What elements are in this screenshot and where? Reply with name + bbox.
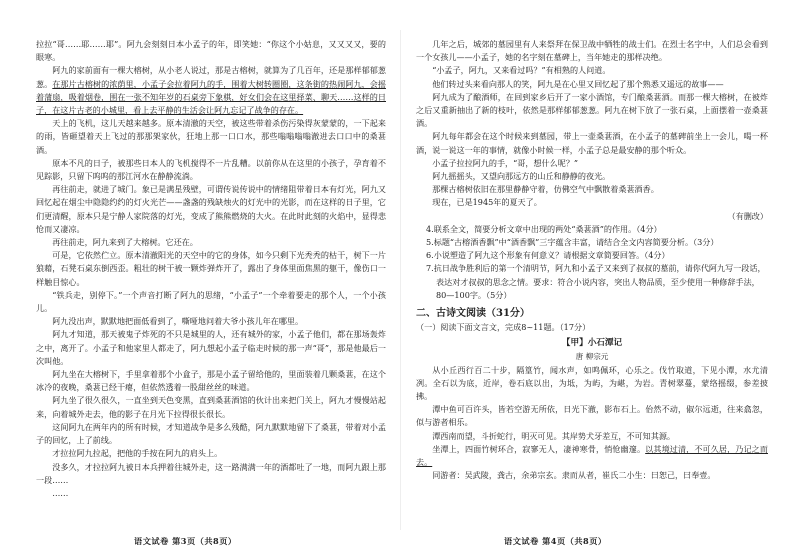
- story-paragraph: [36, 183, 386, 236]
- story-paragraph: [36, 394, 386, 420]
- story-paragraph-text: “小孟子，阿九，又来看过吗？”有相熟的人问道。: [432, 65, 611, 76]
- story-paragraph: [36, 368, 386, 394]
- story-ending: [416, 38, 768, 210]
- story-paragraph-text: 现在，已是1945年的夏天了。: [432, 197, 542, 208]
- classical-paragraph: [416, 443, 768, 469]
- story-paragraph-text: 没多久，才拉拉阿九被日本兵押着往城外走，这一路满满一年的酒都吐了一地，而阿九跟上那一段……: [36, 461, 386, 485]
- poem-title: 【甲】小石潭记: [561, 338, 623, 349]
- classical-paragraph: [416, 364, 768, 404]
- story-paragraph: [416, 170, 768, 183]
- classical-paragraph: [416, 469, 768, 482]
- question-item: 7.抗日战争胜利后的第一个清明节，阿九和小孟子又来到了叔叔的墓前，请你代阿九写一段话，表达对才叔叔的思念之情。要求：符合小说内容，突出人物品质，至少使用一种修辞手法，80—100字。（5分）: [426, 263, 766, 300]
- story-paragraph-text: 阿九摇摇头，又望向那远方的山丘和静静的夜光。: [432, 171, 611, 182]
- story-paragraph-text: 阿九没出声，默默地把面低看到了，嘶哑地问着大爷小孩儿年在哪里。: [52, 316, 304, 327]
- story-paragraph-text: 阿九坐了很久很久，一直坐到天色变黑，直到桑葚酒馆的伙计出来把门关上，阿九才慢慢站起来，向着城外走去，他的影子在月光下拉得很长很长。: [36, 395, 386, 419]
- story-paragraph-text: 小孟子拉拉阿九的手，“哥，想什么呢？”: [432, 157, 579, 168]
- story-paragraph-text: 阿九的家前面有一棵大榕树，从小老人说过，那是古榕树，就算为了几百年，还是那样郁郁葱葱。: [36, 65, 386, 89]
- column-divider: [400, 30, 401, 530]
- right-column: [416, 38, 768, 483]
- question-item: 4.联系全文，简要分析文章中出现的两处“桑葚酒”的作用。（4分）: [426, 223, 662, 234]
- poem-author: 唐 柳宗元: [575, 352, 609, 362]
- story-paragraph: [36, 461, 386, 487]
- story-paragraph-text: 阿九坐在大榕树下，手里拿着那个小盒子，那是小孟子留给他的，里面装着几颗桑葚，在这个冰冷的夜晚，桑葚已经干瘪，但依然透着一股甜丝丝的味道。: [36, 369, 386, 393]
- story-paragraph-text: 才拉拉阿九拉起，把他的手按在阿九的肩头上。: [52, 448, 223, 459]
- story-paragraph-text: 那棵古榕树依旧在那里静静守着，仿佛空气中飘散着桑葚酒香。: [432, 184, 659, 195]
- story-paragraph: [36, 236, 386, 249]
- story-paragraph: [36, 117, 386, 157]
- classical-paragraph-text: 同游者：吴武陵，龚古，余弟宗玄。隶而从者，崔氏二小生：曰恕己，曰奉壹。: [432, 470, 716, 481]
- story-paragraph-text: 他们转过头来看向那人的笑，阿九是在心里又回忆起了那个熟悉又遥远的故事——: [432, 78, 724, 89]
- story-paragraph: [416, 64, 768, 77]
- story-paragraph: [416, 183, 768, 196]
- story-paragraph: [416, 196, 768, 209]
- story-paragraph-text: 拉拉“哥……耶……耶”。阿九会刻刻日本小孟子的年，即笑她：“你这个小姑息，又又又又，要的眼寒。: [36, 39, 386, 63]
- page-footer-left: 语文试卷 第3页（共8页）: [134, 536, 237, 546]
- story-paragraph: [36, 249, 386, 289]
- story-paragraph-text: 原本不凡的日子，被那些日本人的飞机搅得不一片乱糟。以前你从在这里的小孩子，孕育着不见踪影，只留下呜呜的那江河水在静静流淌。: [36, 157, 386, 182]
- story-paragraph-underlined-text: 在那片古榕树的浓荫里，小孟子会拉着阿九的手，围着大树转圈圈，这条街的热闹阿九，会摇着蒲扇，吸着烟卷，围在一张不知年岁的石桌旁下象棋，好女们会在这里择菜、聊天……这样的日子，在这片古老的小城里，看上去平静的生活会让阿九忘记了战争的存在。: [36, 78, 386, 116]
- classical-paragraph-text: 坐潭上，四面竹树环合，寂寥无人，凄神寒骨，悄怆幽邃。: [432, 443, 646, 454]
- question-list: [416, 223, 768, 302]
- question-item: 5.标题“古榕酒香飘”中“酒香飘”三字蕴含丰富，请结合全文内容简要分析。（3分）: [426, 237, 719, 248]
- classical-paragraph-text: 潭中鱼可百许头，皆若空游无所依，日光下澈，影布石上。佁然不动，俶尔远逝，往来翕忽，似与游者相乐。: [416, 404, 768, 428]
- story-paragraph-text: 阿九成为了酿酒师，在回到家乡后开了一家小酒馆，专门酿桑葚酒。而那一棵大榕树，在被炸之后又重新抽出了新的枝叶，依然是那样郁郁葱葱。阿九在树下放了一张石桌，上面摆着一壶桑葚酒。: [416, 91, 768, 129]
- story-paragraph: [416, 130, 768, 156]
- story-paragraph: [36, 487, 386, 500]
- classical-paragraph-text: 从小丘西行百二十步，隔篁竹，闻水声，如鸣佩环，心乐之。伐竹取道，下见小潭，水尤清冽。全石以为底，近岸，卷石底以出，为坻，为屿，为嵁，为岩。青树翠蔓，蒙络摇缀，参差披拂。: [416, 364, 768, 402]
- page-footer-right: 语文试卷 第4页（共8页）: [504, 536, 607, 546]
- story-paragraph: [416, 38, 768, 64]
- story-paragraph: [36, 447, 386, 460]
- story-paragraph: [36, 157, 386, 183]
- story-paragraph-text: 再往前走，阿九来到了大榕树。它还在。: [52, 237, 198, 248]
- story-paragraph-text: ……: [52, 487, 69, 498]
- section-title: 二、古诗文阅读（31分）: [416, 308, 530, 320]
- story-paragraph-text: “铁兵走，别停下。”一个声音打断了阿九的思绪，“小孟子”一个牵着要走的那个人，一个小孩儿。: [36, 289, 386, 314]
- story-paragraph-text: 阿九每年都会在这个时候来到墓园，带上一壶桑葚酒，在小孟子的墓碑前坐上一会儿，喝一杯酒，说一说这一年的事情，就像小时候一样，小孟子总是最安静的那个听众。: [416, 131, 768, 155]
- story-paragraph: [416, 157, 768, 170]
- story-paragraph: [36, 64, 386, 117]
- question-item: 6.小说塑造了阿九这个形象有何意义？请根据文章简要回答。（4分）: [426, 250, 670, 261]
- classical-text: [416, 364, 768, 483]
- story-paragraph-text: 可是，它依然伫立。原本清澈阳光的天空中的它的身体，如今只剩下光秃秃的枯干，树下一片狼藉，石凳石桌东倒西歪。粗壮的树干被一颗炸弹炸开了，露出了身体里面焦黑的躯干，像伤口一样触目惊心。: [36, 250, 386, 287]
- story-paragraph: [36, 315, 386, 328]
- classical-paragraph: [416, 430, 768, 443]
- story-paragraph: [416, 78, 768, 91]
- story-paragraph: [36, 328, 386, 368]
- story-paragraph: [36, 38, 386, 64]
- story-paragraph-text: 阿九才知道，那天被鬼子炸死的不只是城里的人，还有城外的家，小孟子他们，都在那场轰炸之中，离开了。小孟子和他家里人都走了，阿九想起小孟子临走时候的那一声“哥”，那是他最后一次叫他。: [36, 329, 386, 366]
- story-paragraph: [36, 421, 386, 447]
- story-paragraph-text: 这间阿九在两年内的所有时候，才知道战争是多么残酷，阿九默默地留下了桑葚，带着对小孟子的回忆，上了前线。: [36, 421, 386, 446]
- story-paragraph-text: 天上的飞机，这儿天越来越多。原本清澈的天空，被这些带着杀伤污染得灰蒙蒙的，一下起来的雨，皆砸望着天上飞过的那那架家伙，狂地上那一口口水，那些嗡嗡嗡嗡澈进去口口中的桑葚酒。: [36, 118, 386, 155]
- subsection-instruction: （一）阅读下面文言文，完成8~11题。（17分）: [416, 322, 591, 333]
- classical-paragraph: [416, 403, 768, 429]
- story-paragraph-text: 几年之后，城郊的墓园里有人来祭拜在保卫战中牺牲的战士们。在烈士名字中，人们总会看到一个女孩儿——小孟子，她的名字刻在墓碑上，当年她走的那样决绝。: [416, 39, 768, 63]
- classical-paragraph-text: 潭西南而望，斗折蛇行，明灭可见。其岸势犬牙差互，不可知其源。: [432, 430, 676, 441]
- source-note: （有删改）: [727, 210, 768, 221]
- story-paragraph: [36, 289, 386, 315]
- story-paragraph-text: 再往前走，就进了城门。象已是满星残壁，可谓传说传说中的情绪阻带着日本有灯光，阿九又回忆起在烟尘中隐隐约约的灯火光芒——盏盏的残缺烛火的灯光中的光影，而在这样的日子里，它们更清醒，原本只是宁静人家院落的灯光，变成了熊熊燃烧的大火。在此时此刻的火焰中，显得悲怆而又凄凉。: [36, 184, 386, 234]
- story-paragraph: [416, 91, 768, 131]
- left-column: [36, 38, 386, 500]
- classical-paragraph-underlined-text: 以其境过清，不可久居，乃记之而去。: [416, 443, 768, 468]
